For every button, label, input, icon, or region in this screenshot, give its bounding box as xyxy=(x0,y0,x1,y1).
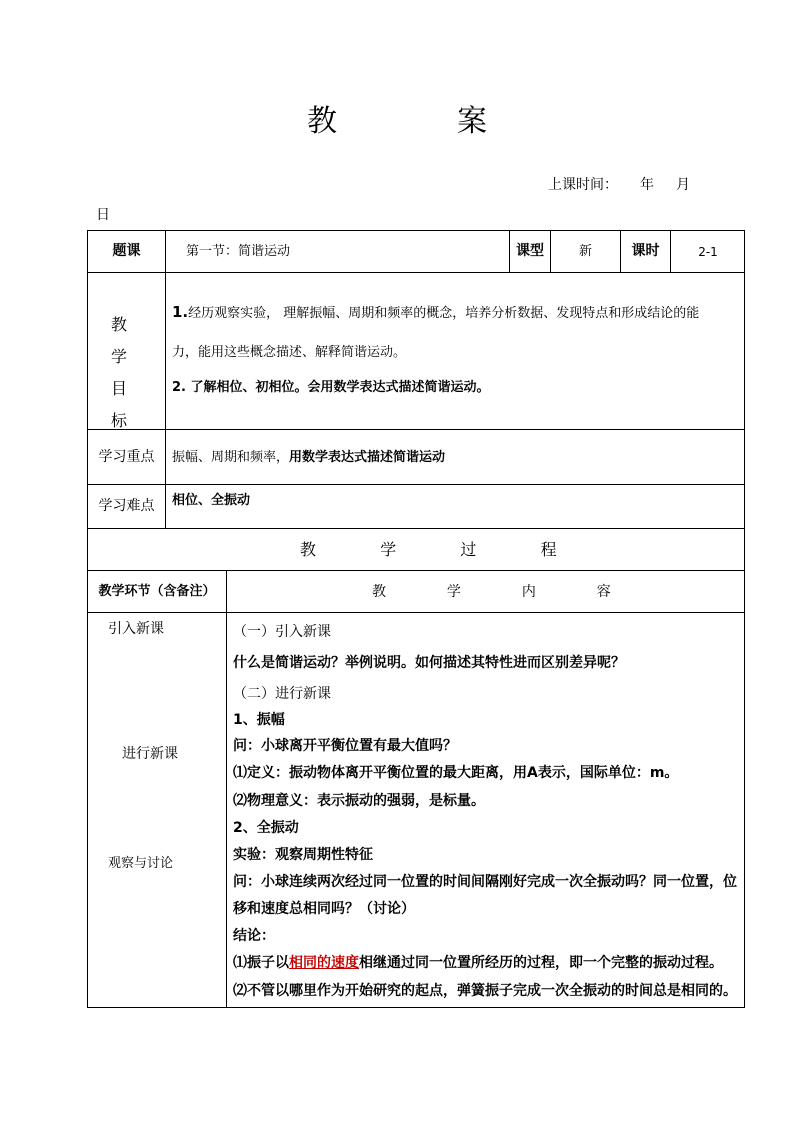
content-line-part: 相继通过同一位置所经历的过程，即一个完整的振动过程。 xyxy=(359,955,723,971)
difficulty-label: 学习难点 xyxy=(98,498,155,514)
topic-label: 题课 xyxy=(112,243,141,259)
year-label: 年 xyxy=(640,177,654,193)
difficulty-value: 相位、全振动 xyxy=(172,493,251,508)
type-value: 新 xyxy=(578,244,592,259)
hours-label: 课时 xyxy=(631,243,660,259)
content-line: （一）引入新课 xyxy=(233,624,331,640)
month-label: 月 xyxy=(676,177,690,193)
content-line: ⑵物理意义：表示振动的强弱，是标量。 xyxy=(233,793,485,809)
goals-label xyxy=(88,309,150,437)
page-title xyxy=(0,96,794,140)
class-time-label: 上课时间： xyxy=(548,177,618,193)
goal-line-1-number: 1. xyxy=(172,303,189,321)
hours-value: 2-1 xyxy=(698,245,718,259)
column-header-stage: 教学环节（含备注） xyxy=(98,584,216,599)
process-title-char: 过 xyxy=(460,540,477,559)
content-line: 2、全振动 xyxy=(233,820,299,836)
focus-value-bold: 用数学表达式描述简谐运动 xyxy=(289,450,446,465)
focus-value xyxy=(172,450,445,466)
content-line: 结论： xyxy=(233,928,275,944)
process-title-char: 程 xyxy=(540,540,557,559)
process-title-char: 教 xyxy=(300,540,317,559)
content-line: ⑴定义：振动物体离开平衡位置的最大距离，用A表示，国际单位：m。 xyxy=(233,765,679,781)
column-header-content xyxy=(372,584,611,602)
column-header-char: 学 xyxy=(446,584,461,600)
content-line: （二）进行新课 xyxy=(233,686,331,702)
stage-new-lesson: 进行新课 xyxy=(122,746,178,762)
highlighted-phrase: 相同的速度 xyxy=(289,955,359,971)
class-time-line xyxy=(548,174,690,194)
column-header-char: 教 xyxy=(372,584,386,600)
focus-label: 学习重点 xyxy=(98,449,155,465)
content-line xyxy=(233,952,723,972)
goal-line-2: 力，能用这些概念描述、解释简谐运动。 xyxy=(172,345,407,360)
goal-line-1 xyxy=(172,302,699,321)
goals-label-char: 教 xyxy=(110,315,127,334)
content-line: 什么是简谐运动？举例说明。如何描述其特性进而区别差异呢？ xyxy=(233,655,625,671)
content-line: 问：小球离开平衡位置有最大值吗？ xyxy=(233,738,457,754)
title-char-right: 案 xyxy=(457,104,487,139)
stage-observe-discuss: 观察与讨论 xyxy=(108,856,174,871)
stage-intro: 引入新课 xyxy=(108,621,164,637)
goals-label-char: 标 xyxy=(110,411,127,430)
goal-line-3: 2. 了解相位、初相位。会用数学表达式描述简谐运动。 xyxy=(172,380,490,395)
goals-label-char: 学 xyxy=(110,347,127,366)
content-line: 实验：观察周期性特征 xyxy=(233,847,373,863)
column-header-char: 容 xyxy=(596,584,611,600)
content-line: 移和速度总相同吗？（讨论） xyxy=(233,901,415,917)
topic-value: 第一节：简谐运动 xyxy=(186,244,291,259)
goals-label-char: 目 xyxy=(110,379,127,398)
content-line-part: ⑴振子以 xyxy=(233,955,289,971)
process-title xyxy=(300,540,557,560)
type-label: 课型 xyxy=(516,243,544,259)
goal-line-1-text: 经历观察实验， 理解振幅、周期和频率的概念，培养分析数据、发现特点和形成结论的能 xyxy=(188,306,700,321)
content-line: 1、振幅 xyxy=(233,712,285,728)
column-header-char: 内 xyxy=(521,584,536,600)
content-line: ⑵不管以哪里作为开始研究的起点，弹簧振子完成一次全振动的时间总是相同的。 xyxy=(233,983,737,999)
content-line: 问：小球连续两次经过同一位置的时间间隔刚好完成一次全振动吗？同一位置，位 xyxy=(233,874,737,890)
focus-value-normal: 振幅、周期和频率， xyxy=(172,450,290,465)
day-label: 日 xyxy=(96,207,110,223)
process-title-char: 学 xyxy=(380,540,397,559)
title-char-left: 教 xyxy=(307,104,337,139)
